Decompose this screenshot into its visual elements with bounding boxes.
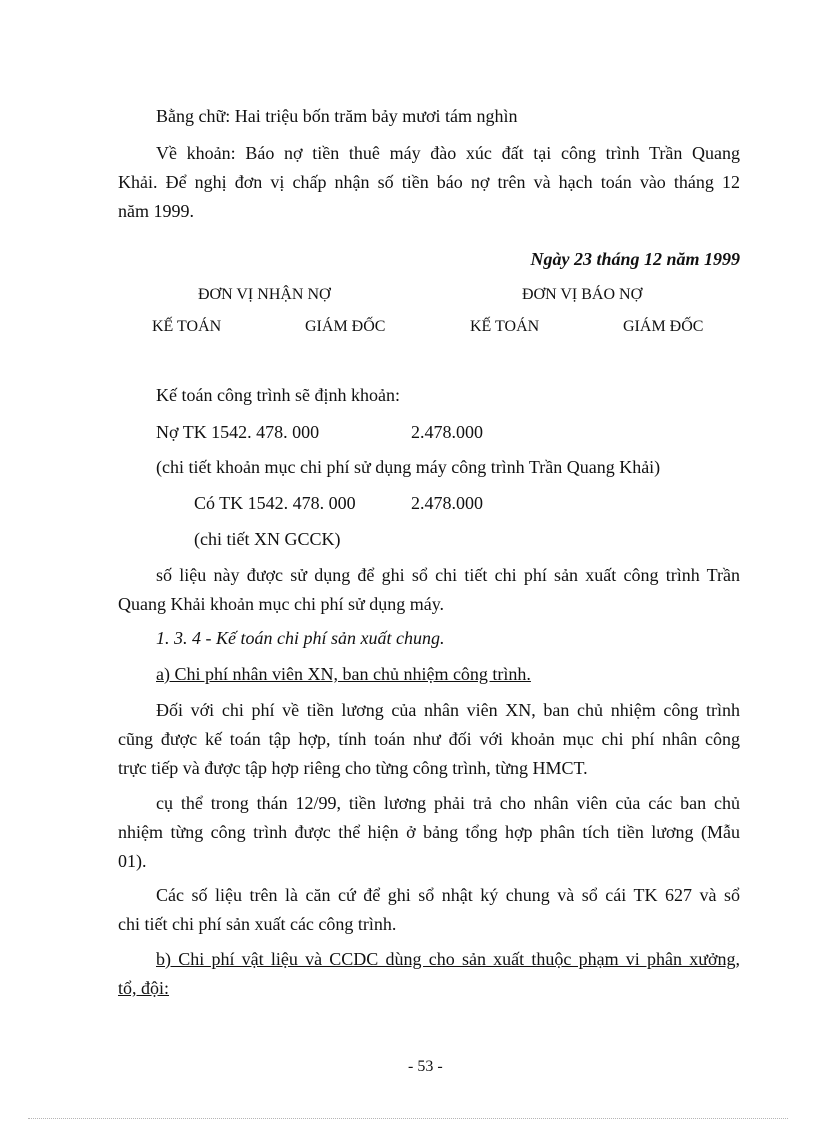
page-number: - 53 - [408, 1058, 443, 1075]
debit-amount: 2.478.000 [411, 422, 483, 442]
signature-director-receiving: GIÁM ĐỐC [305, 318, 386, 335]
paragraph-doi-voi-line-2: cũng được kế toán tập hợp, tính toán như đối với khoản mục chi phí nhân công [118, 729, 740, 749]
paragraph-cu-the-line-2: nhiệm từng công trình được thể hiện ở bảng tổng hợp phân tích tiền lương (Mẫu [118, 822, 740, 842]
subsection-heading-b-line-2: tổ, đội: [118, 978, 170, 998]
paragraph-ve-khoan-line-1: Về khoản: Báo nợ tiền thuê máy đào xúc đất tại công trình Trần Quang [156, 143, 740, 163]
paragraph-ve-khoan-line-2: Khải. Để nghị đơn vị chấp nhận số tiền báo nợ trên và hạch toán vào tháng 12 [118, 172, 740, 192]
document-date: Ngày 23 tháng 12 năm 1999 [530, 249, 740, 269]
paragraph-so-lieu-line-1: số liệu này được sử dụng để ghi sổ chi tiết chi phí sản xuất công trình Trần [156, 565, 740, 585]
paragraph-cu-the-line-3: 01). [118, 851, 147, 871]
signature-director-reporting: GIÁM ĐỐC [623, 318, 704, 335]
paragraph-cu-the-line-1: cụ thể trong thán 12/99, tiền lương phải trả cho nhân viên của các ban chủ [156, 793, 740, 813]
debit-account: Nợ TK 1542. 478. 000 [156, 422, 320, 442]
receiving-unit-heading: ĐƠN VỊ NHẬN NỢ [198, 286, 331, 303]
paragraph-cac-so-line-2: chi tiết chi phí sản xuất các công trình. [118, 914, 397, 934]
paragraph-cac-so-line-1: Các số liệu trên là căn cứ để ghi sổ nhật ký chung và sổ cái TK 627 và sổ [156, 885, 740, 905]
accounting-entry-intro: Kế toán công trình sẽ định khoản: [156, 385, 400, 405]
paragraph-doi-voi-line-3: trực tiếp và được tập hợp riêng cho từng công trình, từng HMCT. [118, 758, 588, 778]
subsection-heading-b-line-1: b) Chi phí vật liệu và CCDC dùng cho sản xuất thuộc phạm vi phân xưởng, [156, 949, 740, 969]
credit-account: Có TK 1542. 478. 000 [194, 493, 356, 513]
amount-in-words: Bằng chữ: Hai triệu bốn trăm bảy mươi tám nghìn [156, 106, 518, 126]
signature-accountant-reporting: KẾ TOÁN [470, 318, 540, 335]
section-heading-1-3-4: 1. 3. 4 - Kế toán chi phí sản xuất chung. [156, 628, 445, 648]
reporting-unit-heading: ĐƠN VỊ BÁO NỢ [522, 286, 643, 303]
footer-dotted-rule [28, 1118, 788, 1119]
credit-amount: 2.478.000 [411, 493, 483, 513]
paragraph-so-lieu-line-2: Quang Khải khoản mục chi phí sử dụng máy. [118, 594, 445, 614]
signature-accountant-receiving: KẾ TOÁN [152, 318, 222, 335]
credit-detail-note: (chi tiết XN GCCK) [194, 529, 341, 549]
paragraph-ve-khoan-line-3: năm 1999. [118, 201, 194, 221]
subsection-heading-a: a) Chi phí nhân viên XN, ban chủ nhiệm công trình. [156, 664, 531, 684]
paragraph-doi-voi-line-1: Đối với chi phí về tiền lương của nhân viên XN, ban chủ nhiệm công trình [156, 700, 740, 720]
debit-detail-note: (chi tiết khoản mục chi phí sử dụng máy công trình Trần Quang Khải) [156, 457, 661, 477]
